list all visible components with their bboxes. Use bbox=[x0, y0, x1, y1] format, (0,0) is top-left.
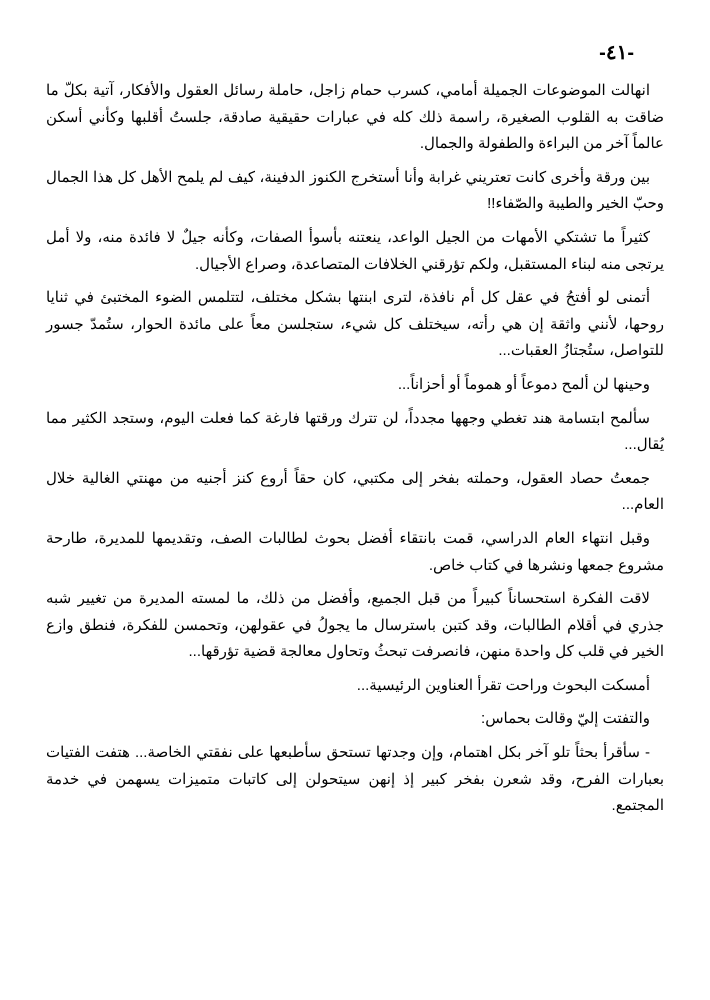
paragraph-3: كثيراً ما تشتكي الأمهات من الجيل الواعد، ينعتنه بأسوأ الصفات، وكأنه جيلٌ لا فائدة منه، ولا أمل يرتجى منه لبناء المستقبل، ولكم تؤرقني الخلافات المتصاعدة، وصراع الأجيال. bbox=[46, 228, 664, 273]
paragraph-8: وقبل انتهاء العام الدراسي، قمت بانتقاء أفضل بحوث لطالبات الصف، وتقديمها للمديرة، طارحة مشروع جمعها ونشرها في كتاب خاص. bbox=[46, 529, 664, 574]
paragraph-4: أتمنى لو أفتحُ في عقل كل أم نافذة، لترى ابنتها بشكل مختلف، لتتلمس الضوء المختبئ في ثنايا روحها، لأنني واثقة إن هي رأته، سيختلف كل شيء، ستجلسن معاً على مائدة الحوار، ستُمدّ جسور للتواصل، ستُجتازُ العقبات... bbox=[46, 289, 664, 360]
paragraph-6: سألمح ابتسامة هند تغطي وجهها مجدداً، لن تترك ورقتها فارغة كما فعلت اليوم، وستجد الكثير مما يُقال... bbox=[46, 409, 664, 454]
paragraph-1: انهالت الموضوعات الجميلة أمامي، كسرب حمام زاجل، حاملة رسائل العقول والأفكار، آتية بكلّ ما ضاقت به القلوب الصغيرة، راسمة ذلك كله في عبارات حقيقية صادقة، جلستُ أقلبها وكأني أسكن عالماً آخر من البراءة والطفولة والجمال. bbox=[46, 82, 664, 153]
paragraph-2: بين ورقة وأخرى كانت تعتريني غرابة وأنا أستخرج الكنوز الدفينة، كيف لم يلمح الأهل كل هذا الجمال وحبّ الخير والطيبة والصّفاء!! bbox=[46, 168, 664, 213]
page-number: -٤١- bbox=[599, 42, 634, 64]
paragraph-12: - سأقرأ بحثاً تلو آخر بكل اهتمام، وإن وجدتها تستحق سأطبعها على نفقتي الخاصة... هتفت الفتيات بعبارات الفرح، وقد شعرن بفخر كبير إذ إنهن سيتحولن إلى كاتبات متميزات يسهمن في خدمة المجتمع. bbox=[46, 744, 664, 815]
paragraph-10: أمسكت البحوث وراحت تقرأ العناوين الرئيسية... bbox=[356, 676, 650, 694]
paragraph-7: جمعتُ حصاد العقول، وحملته بفخر إلى مكتبي، كان حقاً أروع كنز أجنيه من مهنتي الغالية خلال العام... bbox=[46, 469, 664, 514]
body-text bbox=[46, 78, 664, 827]
paragraph-9: لاقت الفكرة استحساناً كبيراً من قبل الجميع، وأفضل من ذلك، ما لمسته المديرة من تغيير شبه جذري في أقلام الطالبات، وقد كتبن باسترسال ما يجولُ في عقولهن، وتحمسن للفكرة، فنطق وازع الخير في قلب كل واحدة منهن، فانصرفت تبحثُ وتحاول معالجة قضية تؤرقها... bbox=[46, 590, 664, 661]
paragraph-5: وحينها لن ألمح دموعاً أو هموماً أو أحزاناً... bbox=[397, 375, 650, 393]
paragraph-11: والتفتت إليّ وقالت بحماس: bbox=[481, 710, 650, 728]
